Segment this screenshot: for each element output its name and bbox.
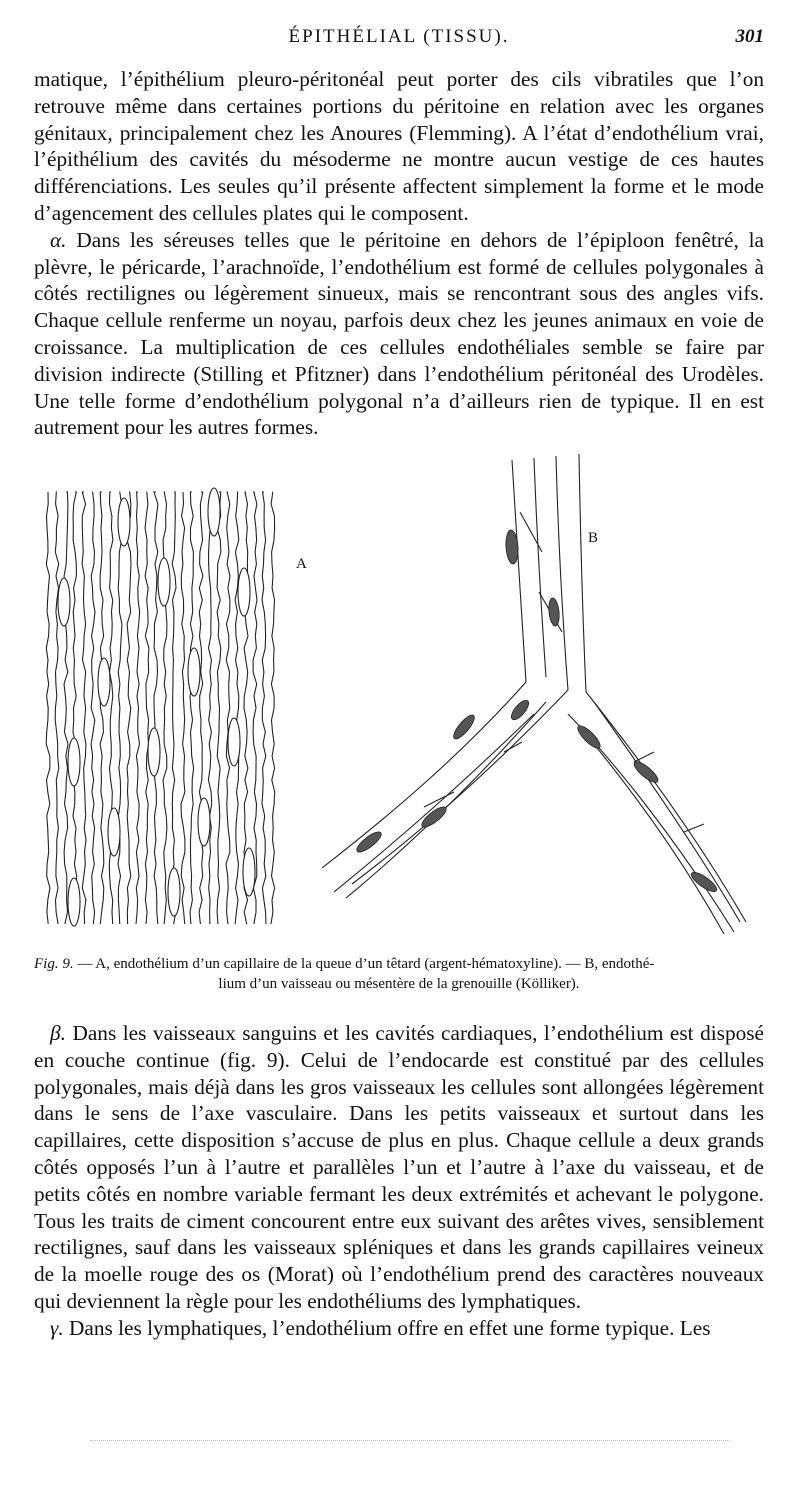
cell-border-line [46,492,50,924]
running-head [34,26,764,56]
panel-a-capillary-endothelium [46,488,275,926]
paragraph-marker: γ. [50,1315,64,1340]
cell-nucleus [68,738,80,786]
cell-nucleus [238,568,250,616]
cell-nucleus [98,658,110,706]
cell-border-line [145,492,149,924]
figure-label-a: A [296,556,307,572]
page-bottom-specks [90,1440,730,1449]
cell-border-line [163,492,167,924]
cell-border-line [118,492,122,924]
cell-border-line [262,492,266,924]
text-block-top [34,66,764,441]
cell-border-line [82,492,86,924]
figure-9 [34,452,774,952]
cell-nucleus [158,558,170,606]
figure-illustration [34,452,774,952]
cell-border-line [208,492,211,924]
caption-label: Fig. 9. [34,956,74,972]
cell-nucleus [58,578,70,626]
cell-border-line [190,492,194,924]
cell-border-line [181,492,185,924]
caption-line-2: lium d’un vaisseau ou mésentère de la grenouille (Kölliker). [218,976,580,992]
cell-border-line [127,492,131,924]
cell-nucleus [118,498,130,546]
paragraph-gamma: γ. Dans les lymphatiques, l’endothélium offre en effet une forme typique. Les [50,1315,711,1340]
paragraph-marker: β. [50,1021,66,1045]
cell-border-line [55,492,59,924]
cell-nucleus [208,488,220,536]
paragraph-alpha: α. Dans les séreuses telles que le péritoine en dehors de l’épiploon fenêtré, la plèvre, le péricarde, l’arachnoïde, l’endothélium est formé de cellules polygonales à côtés rectilignes ou légèrement sinueux, mais se rencontrant sous des angles vifs. Chaque cellule renferme un noyau, parfois deux chez les jeunes animaux en voie de croissance. La multiplication de ces cellules endothéliales semble se faire par division indirecte (Stilling et Pfitzner) dans l’endothélium péritonéal des Urodèles. Une telle forme d’endothélium polygonal n’a d’ailleurs rien de typique. Il en est autrement pour les autres formes. [34,227,765,440]
cell-nucleus [188,648,200,696]
cell-border-line [91,492,95,924]
cell-border-line [226,492,230,924]
caption-line-1: — A, endothélium d’un capillaire de la queue d’un têtard (argent-hématoxyline). — B, endothé- [77,956,655,972]
cell-border-line [73,492,77,924]
cell-border-line [136,492,140,924]
cell-nucleus [148,728,160,776]
paragraph-continuation: matique, l’épithélium pleuro-péritonéal peut porter des cils vibratiles que l’on retrouve même dans certaines portions du péritoine en relation avec les organes génitaux, principalement chez les Anoures (Flemming). A l’état d’endothélium vrai, l’épithélium des cavités du mésoderme ne montre aucun vestige de ces hautes différenciations. Les seules qu’il présente affectent simplement la forme et le mode d’agencement des cellules plates qui le composent. [34,67,764,225]
cell-nucleus [68,878,80,926]
cell-nucleus [198,798,210,846]
figure-caption [34,954,764,994]
paragraph-beta: β. Dans les vaisseaux sanguins et les cavités cardiaques, l’endothélium est disposé en couche continue (fig. 9). Celui de l’endocarde est constitué par des cellules polygonales, mais déjà dans les gros vaisseaux les cellules sont allongées légèrement dans le sens de l’axe vasculaire. Dans les petits vaisseaux et surtout dans les capillaires, cette disposition s’accuse de plus en plus. Chaque cellule a deux grands côtés opposés l’un à l’autre et parallèles l’un et l’autre à l’axe du vaisseau, et de petits côtés en nombre variable fermant les deux extrémités et achevant le polygone. Tous les traits de ciment concourent entre eux suivant des arêtes vives, sensiblement rectilignes, sauf dans les vaisseaux spléniques et dans les grands capillaires veineux de la moelle rouge des os (Morat) où l’endothélium prend des caractères nouveaux qui deviennent la règle pour les endothéliums des lymphatiques. [34,1021,764,1313]
cell-nucleus [243,848,255,896]
cell-nucleus [108,808,120,856]
panel-b-vessel-endothelium [322,454,746,934]
cell-border-line [271,492,275,924]
cell-nucleus [228,718,240,766]
cell-border-line [100,492,104,924]
cell-border-line [217,492,221,924]
cell-nucleus [168,868,180,916]
cell-border-line [64,492,68,924]
running-title: ÉPITHÉLIAL (TISSU). [288,26,510,47]
cell-border-line [199,492,203,924]
figure-label-b: B [588,530,599,546]
cell-border-line [172,492,176,924]
cell-border-line [109,492,113,924]
cell-border-line [235,492,239,924]
cell-border-line [154,492,158,924]
text-block-bottom [34,1020,764,1342]
page-number: 301 [735,26,764,47]
paragraph-marker: α. [50,227,67,252]
